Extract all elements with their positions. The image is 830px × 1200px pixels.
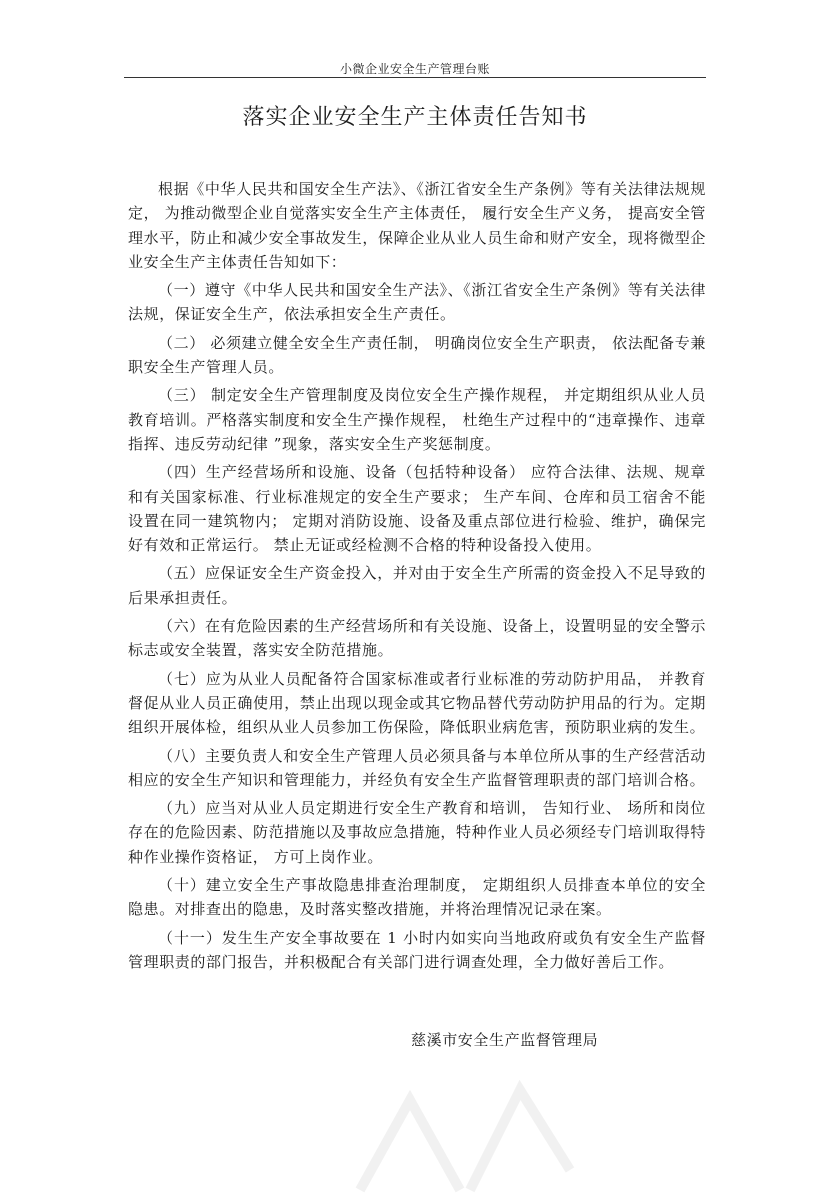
issuer-signature: 慈溪市安全生产监督管理局 [411,1031,599,1049]
clause-6: （六）在有危险因素的生产经营场所和有关设施、设备上，设置明显的安全警示标志或安全装置，落实安全防范措施。 [128,617,706,660]
running-header: 小微企业安全生产管理台账 [339,62,490,76]
clause-8: （八）主要负责人和安全生产管理人员必须具备与本单位所从事的生产经营活动相应的安全生产知识和管理能力，并经负有安全生产监督管理职责的部门培训合格。 [128,746,706,789]
header-divider [124,77,706,78]
clause-9: （九）应当对从业人员定期进行安全生产教育和培训， 告知行业、 场所和岗位存在的危险因素、防范措施以及事故应急措施，特种作业人员必须经专门培训取得特种作业操作资格证， 方可上岗作业。 [128,799,706,866]
document-body [128,177,706,978]
clause-1: （一）遵守《中华人民共和国安全生产法》、《浙江省安全生产条例》等有关法律法规，保证安全生产，依法承担安全生产责任。 [128,281,706,324]
clause-10: （十）建立安全生产事故隐患排查治理制度， 定期组织人员排查本单位的安全隐患。对排查出的隐患，及时落实整改措施，并将治理情况记录在案。 [128,876,706,919]
clause-2: （二） 必须建立健全安全生产责任制， 明确岗位安全生产职责， 依法配备专兼职安全生产管理人员。 [128,333,706,377]
document-title: 落实企业安全生产主体责任告知书 [242,105,588,130]
intro-paragraph: 根据《中华人民共和国安全生产法》、《浙江省安全生产条例》等有关法律法规规定， 为推动微型企业自觉落实安全生产主体责任， 履行安全生产义务， 提高安全管理水平，防止和减少安全事故发生，保障企业从业人员生命和财产安全，现将微型企业安全生产主体责任告知如下： [128,180,706,271]
clause-5: （五）应保证安全生产资金投入，并对由于安全生产所需的资金投入不足导致的后果承担责任。 [128,564,706,607]
clause-4: （四）生产经营场所和设施、设备（包括特种设备） 应符合法律、法规、规章和有关国家标准、行业标准规定的安全生产要求； 生产车间、仓库和员工宿舍不能设置在同一建筑物内； 定期对消防设施、设备及重点部位进行检验、维护，确保完好有效和正常运行。 禁止无证或经检测不合格的特种设备投入使用。 [128,463,706,555]
clause-3: （三） 制定安全生产管理制度及岗位安全生产操作规程， 并定期组织从业人员教育培训。严格落实制度和安全生产操作规程， 杜绝生产过程中的“违章操作、违章指挥、违反劳动纪律 ”现象，落实安全生产奖惩制度。 [128,386,706,453]
clause-11: （十一）发生生产安全事故要在 1 小时内如实向当地政府或负有安全生产监督管理职责的部门报告，并积极配合有关部门进行调查处理，全力做好善后工作。 [128,928,706,971]
clause-7: （七）应为从业人员配备符合国家标准或者行业标准的劳动防护用品， 并教育督促从业人员正确使用，禁止出现以现金或其它物品替代劳动防护用品的行为。定期组织开展体检，组织从业人员参加工伤保险，降低职业病危害，预防职业病的发生。 [128,669,706,737]
watermark-icon [340,1060,580,1200]
